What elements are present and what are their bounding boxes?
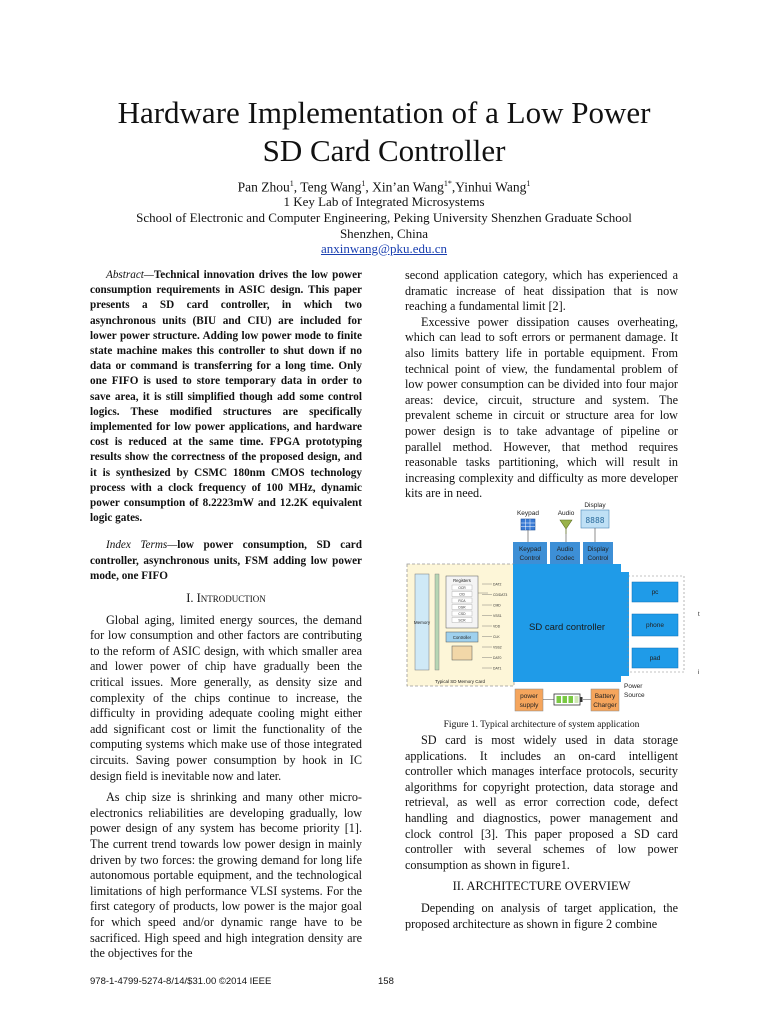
section-heading-architecture: II. ARCHITECTURE OVERVIEW [452, 879, 631, 894]
sd-card-controller-block [513, 564, 621, 682]
right-column-top [405, 268, 678, 502]
pin-label: CMD [493, 603, 501, 608]
register-label: OCR [458, 586, 466, 590]
author-list: Pan Zhou$^1$, Teng Wang$^1$, Xin’an Wang$^{1*}$,Yinhui Wang$^1$ [237, 179, 531, 195]
registers-label: Registers [453, 578, 471, 583]
author-3: Xin’an Wang [372, 179, 444, 195]
audio-codec-line1: Audio [556, 546, 574, 553]
phone-label: phone [645, 622, 665, 629]
right-paragraph-2: Excessive power dissipation causes overheating, which can lead to soft errors or permanent damage. It also limits battery life in portable equipment. From technical point of view, the fundamental problem of low power consumption can be divided into four major areas: device, circuit, structure and system. The prevalent scheme in circuit or structure area for low power design is to take advantage of pipeline or parallel method. However, that method requires reasonable tasks partitioning, which will result in increasing complexity and difficulty as more developer kits are in need. [405, 314, 678, 501]
abstract-lead: Abstract— [106, 269, 154, 281]
register-label: DSR [458, 605, 466, 610]
affiliation-3: Shenzhen, China [339, 226, 429, 241]
battery-charger-line2: Charger [593, 702, 617, 709]
footer-copyright: 978-1-4799-5274-8/14/$31.00 ©2014 IEEE [90, 976, 272, 987]
abstract [90, 268, 362, 526]
register-label: RCA [458, 599, 466, 603]
keypad-control-box [513, 542, 547, 564]
author-2: Teng Wang [300, 179, 362, 195]
power-supply-box [515, 689, 543, 711]
display-icon [581, 510, 609, 528]
audio-label: Audio [557, 510, 575, 517]
author-3-sup: 1* [443, 179, 452, 188]
author-1: Pan Zhou [237, 179, 290, 195]
pin-label: CLK [493, 634, 500, 639]
page-number: 158 [378, 976, 394, 987]
affiliation-2: School of Electronic and Computer Engineering, Peking University Shenzhen Graduate School [136, 210, 632, 225]
display-control-line1: Display [587, 546, 609, 553]
keypad-label: Keypad [516, 510, 540, 517]
index-terms-lead: Index Terms— [106, 539, 178, 552]
index-terms [90, 538, 362, 584]
keypad-control-line1: Keypad [518, 546, 542, 553]
right-paragraph-1: second application category, which has experienced a dramatic increase of heat dissipation that is now reaching a fundamental limit [2]. [405, 268, 678, 314]
paper-title [60, 94, 708, 170]
abstract-text: Technical innovation drives the low power consumption requirements in ASIC design. This paper presents a SD card controller, in which two asynchronous units (BIU and CIU) are included for lower power structure. Adding low power mode to finite state machine makes this controller to shut down if no data or command is transferring for a long time. Only one FIFO is used to store temporary data in order to save area, it is still simplified though add some control logics. These modified structures are specifically implemented for low power applications, and hardware cost is reduced at the same time. FPGA prototyping results show the correctness of the proposed design, and it is synthesized by CSMC 180nm CMOS technology process with a clock frequency of 100 MHz, dynamic power consumption of 8.2223mW and 12.2K equivalent logic gates. [90, 269, 362, 525]
svg-text:i: i [698, 670, 700, 676]
display-label: Display [584, 502, 606, 509]
host-pc-box [632, 582, 678, 602]
intro-paragraph-2: As chip size is shrinking and many other micro-electronics reliabilities are developing gradually, low power design of any system has become priority [1]. The current trend towards low power design in mainly driven by two forces: the growing demand for long life autonomous portable equipment, and the technological limitations of high performance VLSI systems. For the first category of products, low power is the major goal for which speed and/or dynamic range have to be sacrificed. High speed and high integration density are the objectives for the [90, 790, 362, 961]
power-source-line1: Power [624, 683, 643, 690]
title-line-2: SD Card Controller [262, 133, 506, 168]
pin-label: VSS2 [493, 645, 502, 650]
keypad-icon [521, 519, 535, 530]
sd-memory-card [407, 564, 514, 686]
pin-label: DAT1 [493, 666, 502, 671]
index-terms-text: low power consumption, SD card controller, asynchronous units, FSM adding low power mode, one FIFO [90, 539, 362, 582]
power-supply-line2: supply [519, 702, 539, 709]
svg-text:8888: 8888 [585, 516, 605, 525]
right-column-bottom [405, 733, 678, 932]
register-label: CID [459, 592, 465, 597]
right-paragraph-3: SD card is most widely used in data storage applications. It includes an on-card intelligent controller which manages interface protocols, security algorithms for copyright protection, data storage and retrieval, as well as error correction code, defect handling and diagnostics, power management and clock control [3]. This paper proposed a SD card controller with several schemes of low power consumption as shown in figure1. [405, 733, 678, 872]
pc-label: pc [651, 589, 659, 596]
affiliation-1: 1 Key Lab of Integrated Microsystems [283, 194, 485, 209]
memory-block-label: Memory [413, 620, 431, 625]
card-caption: Typical SD Memory Card [434, 679, 486, 684]
author-4-sup: 1 [526, 179, 531, 188]
pin-label: VSS1 [493, 613, 502, 618]
pad-label: pad [649, 655, 661, 662]
register-label: CSD [458, 612, 466, 616]
keypad-control-line2: Control [519, 555, 541, 562]
power-supply-line1: power [520, 693, 538, 700]
right-paragraph-4: Depending on analysis of target application, the proposed architecture as shown in figure 2 combine [405, 900, 678, 931]
audio-codec-line2: Codec [555, 555, 575, 562]
figure-1-diagram [402, 498, 712, 720]
pin-label: DAT2 [493, 582, 502, 587]
battery-icon [543, 694, 591, 705]
pin-label: DAT0 [493, 655, 502, 660]
intro-number: I. [186, 591, 197, 606]
battery-charger-box [591, 689, 619, 711]
title-line-1: Hardware Implementation of a Low Power [117, 95, 651, 130]
audio-icon [560, 520, 572, 534]
intro-title: Introduction [196, 591, 266, 606]
figure-1-caption: Figure 1. Typical architecture of system application [443, 720, 640, 730]
sd-controller-label: SD card controller [528, 622, 606, 633]
host-pad-box [632, 648, 678, 668]
pin-label: CD/DAT3 [493, 592, 508, 597]
author-email-link[interactable]: anxinwang@pku.edu.cn [320, 241, 448, 256]
battery-charger-line1: Battery [594, 693, 616, 700]
author-2-sup: 1 [361, 179, 366, 188]
register-label: SCR [458, 618, 466, 623]
pin-label: VDD [493, 624, 501, 629]
controller-block-label: Controller [452, 635, 472, 640]
power-source-line2: Source [624, 692, 645, 699]
display-control-box [583, 542, 613, 564]
display-control-line2: Control [587, 555, 609, 562]
intro-paragraph-1: Global aging, limited energy sources, the demand for low consumption and other factors are contributing to the reform of ASIC design, with which smaller area and lower power of chip have gradually been the critical issues. More generally, as density size and complexity of the chips continue to increase, the difficulty in providing adequate cooling might either add significant cost or limit the functionality of the computing systems which make use of those integrated circuits. Saving power consumption by hook in IC design field is inevitable now and later. [90, 612, 362, 783]
host-phone-box [632, 614, 678, 636]
audio-codec-box [550, 542, 580, 564]
section-heading-introduction [90, 591, 362, 607]
left-column [90, 268, 362, 962]
author-1-sup: 1 [289, 179, 294, 188]
author-4: Yinhui Wang [455, 179, 527, 195]
svg-text:t: t [698, 612, 700, 618]
